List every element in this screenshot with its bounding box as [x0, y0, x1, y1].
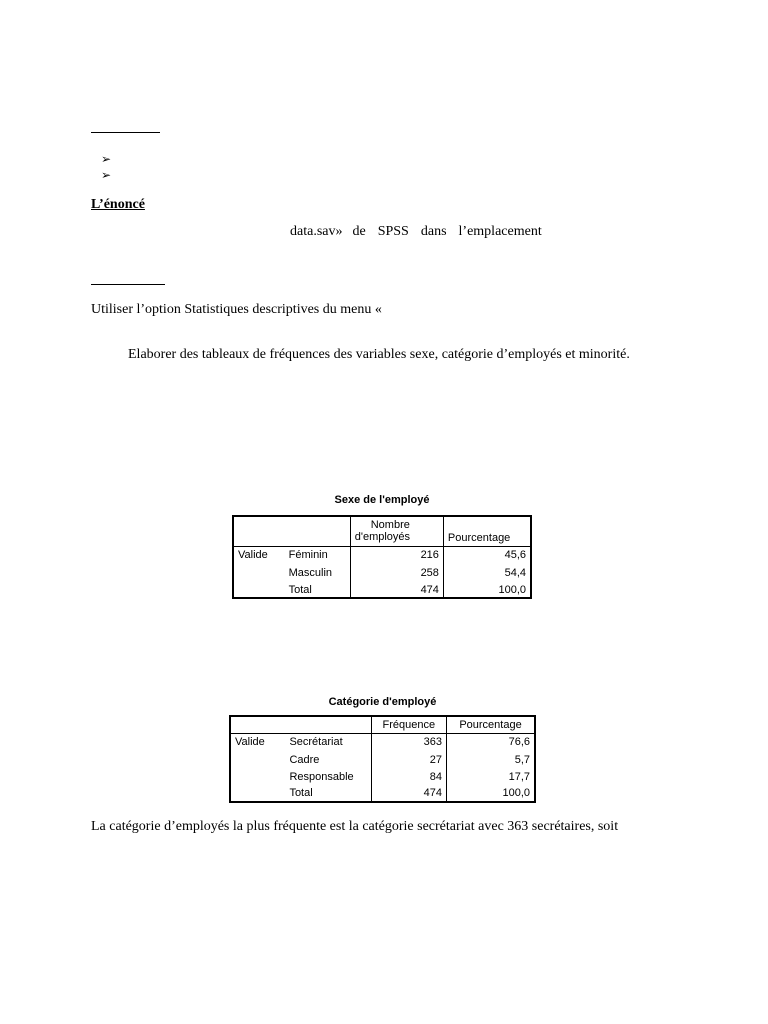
row-label: Responsable — [285, 768, 371, 785]
table-sexe — [232, 515, 532, 599]
row-pct: 5,7 — [514, 753, 530, 766]
column-header-count-line1: Nombre — [370, 519, 410, 532]
row-label: Masculin — [285, 564, 351, 582]
data-file-name: data.sav» — [290, 224, 343, 239]
row-count: 474 — [350, 582, 443, 598]
word-emplacement: l’emplacement — [458, 224, 542, 239]
bullet-arrow-icon: ➢ — [101, 168, 112, 182]
table-sexe-title: Sexe de l'employé — [334, 494, 430, 506]
column-header-pct: Pourcentage — [443, 516, 531, 546]
row-label: Total — [285, 582, 351, 598]
table-header-row — [233, 516, 531, 546]
table-row — [233, 546, 531, 564]
table-row — [230, 751, 535, 768]
row-label: Total — [285, 785, 371, 802]
group-label: Valide — [235, 736, 265, 749]
bullet-arrow-icon: ➢ — [101, 152, 112, 166]
data-file-line — [290, 224, 542, 240]
column-header-count: Fréquence — [371, 716, 447, 733]
row-pct: 17,7 — [508, 770, 530, 783]
row-count: 216 — [350, 546, 443, 564]
column-header-count — [350, 516, 443, 546]
table-categorie — [229, 715, 536, 803]
table-categorie-title: Catégorie d'employé — [328, 696, 437, 708]
table-row — [233, 564, 531, 582]
section-rule-top — [91, 132, 160, 133]
table-row — [230, 768, 535, 785]
row-count: 258 — [350, 564, 443, 582]
row-label: Cadre — [285, 751, 371, 768]
row-label: Féminin — [285, 546, 351, 564]
instruction-text: Utiliser l’option Statistiques descriptives du menu « — [91, 302, 382, 317]
table-row — [233, 582, 531, 598]
word-de: de — [352, 224, 366, 239]
table-row — [230, 785, 535, 802]
word-dans: dans — [420, 224, 447, 239]
row-pct: 76,6 — [508, 736, 530, 749]
column-header-pct: Pourcentage — [447, 716, 535, 733]
row-pct: 45,6 — [504, 549, 526, 562]
row-pct: 100,0 — [498, 583, 526, 596]
row-count: 27 — [371, 751, 447, 768]
group-label: Valide — [238, 549, 268, 562]
row-count: 84 — [371, 768, 447, 785]
conclusion-text: La catégorie d’employés la plus fréquente est la catégorie secrétariat avec 363 secrétaires, soit — [91, 819, 619, 834]
task-text: Elaborer des tableaux de fréquences des variables sexe, catégorie d’employés et minorité. — [128, 347, 630, 362]
row-count: 474 — [371, 785, 447, 802]
enonce-heading: L’énoncé — [91, 197, 145, 212]
section-rule-middle — [91, 284, 165, 285]
row-pct: 54,4 — [504, 567, 526, 579]
row-pct: 100,0 — [502, 787, 530, 799]
row-count: 363 — [371, 733, 447, 751]
row-label: Secrétariat — [285, 733, 371, 751]
table-header-row — [230, 716, 535, 733]
column-header-count-line2: d'employés — [354, 531, 411, 544]
table-row — [230, 733, 535, 751]
word-spss: SPSS — [377, 224, 409, 239]
